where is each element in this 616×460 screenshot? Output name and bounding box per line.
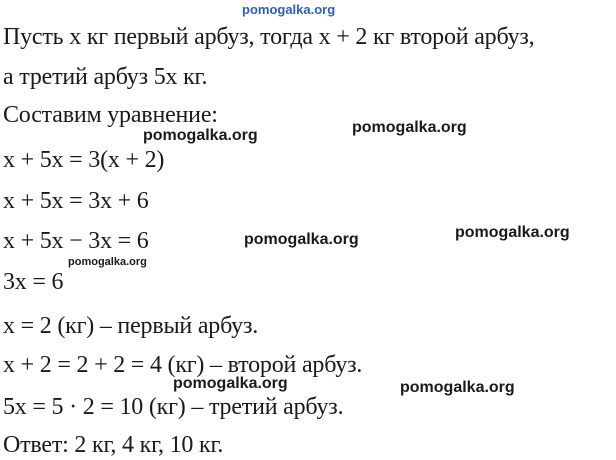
answer-line-2: x + 2 = 2 + 2 = 4 (кг) – второй арбуз. [3, 352, 363, 378]
watermark: pomogalka.org [68, 256, 147, 268]
solution-line-2: а третий арбуз 5x кг. [3, 64, 208, 90]
equation-line-4: 3x = 6 [3, 269, 64, 295]
watermark: pomogalka.org [173, 375, 288, 392]
watermark: pomogalka.org [352, 119, 467, 136]
watermark: pomogalka.org [455, 224, 570, 241]
solution-line-1: Пусть x кг первый арбуз, тогда x + 2 кг второй арбуз, [3, 24, 535, 50]
equation-line-2: x + 5x = 3x + 6 [3, 188, 149, 214]
solution-line-3: Составим уравнение: [3, 102, 218, 128]
watermark: pomogalka.org [244, 231, 359, 248]
equation-line-1: x + 5x = 3(x + 2) [3, 147, 165, 173]
watermark-top: pomogalka.org [242, 2, 336, 17]
equation-line-3: x + 5x − 3x = 6 [3, 228, 149, 254]
answer-line-3: 5x = 5 · 2 = 10 (кг) – третий арбуз. [3, 394, 344, 420]
watermark: pomogalka.org [143, 127, 258, 144]
answer-line-1: x = 2 (кг) – первый арбуз. [3, 313, 259, 339]
final-answer: Ответ: 2 кг, 4 кг, 10 кг. [3, 432, 224, 458]
watermark: pomogalka.org [400, 379, 515, 396]
